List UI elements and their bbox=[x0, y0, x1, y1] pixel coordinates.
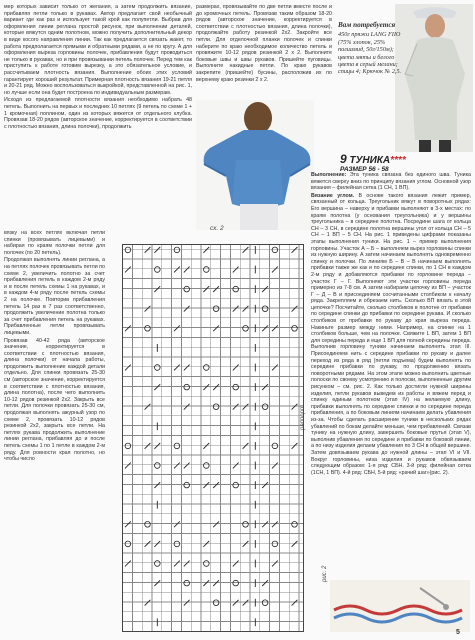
decrease-symbol bbox=[154, 580, 160, 586]
decrease-symbol bbox=[145, 600, 151, 606]
yarn-over-symbol bbox=[184, 384, 190, 390]
yarn-over-symbol bbox=[145, 522, 151, 528]
decrease-symbol bbox=[203, 286, 209, 292]
decrease-symbol bbox=[243, 306, 249, 312]
yarn-over-symbol bbox=[155, 267, 161, 273]
rapport-label: раппорт bbox=[300, 405, 306, 430]
decrease-symbol bbox=[154, 482, 160, 488]
decrease-symbol bbox=[262, 286, 268, 292]
decrease-symbol bbox=[233, 600, 239, 606]
decrease-symbol bbox=[262, 580, 268, 586]
decrease-symbol bbox=[125, 267, 131, 273]
yarn-over-symbol bbox=[204, 463, 210, 469]
decrease-symbol bbox=[174, 365, 180, 371]
yarn-over-symbol bbox=[184, 286, 190, 292]
decrease-symbol bbox=[292, 306, 298, 312]
decrease-symbol bbox=[174, 463, 180, 469]
decrease-symbol bbox=[184, 306, 190, 312]
yarn-over-symbol bbox=[125, 443, 131, 449]
left-text-column bbox=[4, 4, 192, 131]
decrease-symbol bbox=[213, 384, 219, 390]
materials-box bbox=[338, 22, 410, 76]
figure-label: рис. 2 bbox=[322, 565, 328, 582]
decrease-symbol bbox=[125, 325, 131, 331]
decrease-symbol bbox=[184, 404, 190, 410]
decrease-symbol bbox=[154, 443, 160, 449]
yarn-over-symbol bbox=[272, 541, 278, 547]
decrease-symbol bbox=[272, 521, 278, 527]
decrease-symbol bbox=[145, 443, 151, 449]
decrease-symbol bbox=[262, 384, 268, 390]
decrease-symbol bbox=[213, 482, 219, 488]
decrease-symbol bbox=[233, 306, 239, 312]
decrease-symbol bbox=[174, 521, 180, 527]
decrease-symbol bbox=[154, 384, 160, 390]
decrease-symbol bbox=[213, 521, 219, 527]
scheme-label: сх. 2 bbox=[210, 225, 224, 232]
knitting-chart bbox=[108, 234, 318, 636]
yarn-over-symbol bbox=[262, 600, 268, 606]
right-text-column bbox=[311, 172, 471, 477]
yarn-over-symbol bbox=[272, 443, 278, 449]
yarn-over-symbol bbox=[233, 286, 239, 292]
decrease-symbol bbox=[184, 365, 190, 371]
decrease-symbol bbox=[203, 247, 209, 253]
decrease-symbol bbox=[174, 267, 180, 273]
decrease-symbol bbox=[292, 600, 298, 606]
decrease-symbol bbox=[184, 267, 190, 273]
paragraph: мер которых зависит только от желания, а затем продолжить вязание, прибавляя петли только в рукавах. Автор предлагает свой необычный вариант где как раз и использует такой крой как полупетли. Выбрав для оформления линии реглана простой рисунок, при выполнении деталей, которые вяжутся одним полотном, можно получить дополнительный декор в виде косого направления линии. Так как предлагается связать жакет, то работа предполагается прямыми и обратными рядами, а не по кругу. А для оформления выреза горловины полочек, прибавления будут проводиться не только в рукавах, но и при провязывании петель полочек. Перед тем как приступить к работе готовим вырезку, а это обязательное условие, и рассчитываем плотность вязания. Выполнение обоих этих условий гарантирует хороший результат. Примерная плотность вязания 19-21 петля и 20-21 ряд. Можно воспользоваться выкройкой, представленной на рис. 1, но лучше если она будет построена по индивидуальным размерам. bbox=[4, 4, 192, 96]
paragraph: Эта туника связана без единого шва. Туника вяжется сверху вниз по принципу вязания углом. Основной узор вязания – филейная сетка (1 СН, 1 ВП). bbox=[311, 172, 471, 192]
pattern-number: 9 bbox=[340, 152, 347, 166]
section-heading: Выполнение: bbox=[311, 172, 347, 178]
decrease-symbol bbox=[262, 325, 268, 331]
section-heading: Вязание углом. bbox=[311, 192, 355, 199]
decrease-symbol bbox=[174, 561, 180, 567]
yarn-over-symbol bbox=[233, 384, 239, 390]
yarn-over-symbol bbox=[204, 561, 210, 567]
decrease-symbol bbox=[203, 384, 209, 390]
decrease-symbol bbox=[243, 247, 249, 253]
paragraph: Исходя из предлагаемой плотности вязания необходимо набрать 48 петель. Выполнить на первых и последних 10 петлях (9 петель по схеме 1 + 1 кромочная) поплином, один из которых вяжется от отдельного клубка. Провязав 18-20 рядов (авторское значение, корректируется в соответствии с плотностью вязания, длина полочки), продолжить bbox=[4, 97, 192, 130]
photo-back-view bbox=[196, 100, 314, 230]
decrease-symbol bbox=[125, 521, 131, 527]
yarn-over-symbol bbox=[213, 306, 219, 312]
decrease-symbol bbox=[203, 541, 209, 547]
decrease-symbol bbox=[145, 541, 151, 547]
decrease-symbol bbox=[125, 365, 131, 371]
decrease-symbol bbox=[213, 286, 219, 292]
decrease-symbol bbox=[203, 580, 209, 586]
yarn-over-symbol bbox=[204, 365, 210, 371]
decrease-symbol bbox=[233, 365, 239, 371]
decrease-symbol bbox=[262, 482, 268, 488]
chart-grid bbox=[122, 244, 304, 632]
decrease-symbol bbox=[292, 404, 298, 410]
yarn-over-symbol bbox=[243, 326, 249, 332]
decrease-symbol bbox=[154, 247, 160, 253]
decrease-symbol bbox=[174, 325, 180, 331]
decrease-symbol bbox=[203, 482, 209, 488]
decrease-symbol bbox=[272, 365, 278, 371]
yarn-over-symbol bbox=[125, 541, 131, 547]
yarn-over-symbol bbox=[155, 561, 161, 567]
decrease-symbol bbox=[154, 541, 160, 547]
yarn-over-symbol bbox=[145, 326, 151, 332]
yarn-over-symbol bbox=[292, 326, 298, 332]
decrease-symbol bbox=[233, 404, 239, 410]
pattern-title bbox=[340, 152, 470, 173]
pattern-name: ТУНИКА bbox=[349, 155, 391, 166]
materials-line: 450г пряжи LANG FIIO (75% хлопок, 25% полиамид, 50г/150м); bbox=[338, 31, 401, 54]
yarn-over-symbol bbox=[233, 580, 239, 586]
decrease-symbol bbox=[272, 463, 278, 469]
crab-stitch-illustration bbox=[330, 580, 470, 632]
yarn-over-symbol bbox=[262, 404, 268, 410]
decrease-symbol bbox=[243, 541, 249, 547]
narrow-text-column bbox=[4, 230, 105, 464]
paragraph: Провязав 40-42 ряда (авторское значение, корректируется в соответствии с плотностью вязания, длина полочки) от начала работы, продолжить выполнение каждой детали отдельно. Для спинки провязать 25-30 см (авторское значение, корректируется в соответствии с плотностью вязания, длина полотна), после чего выполнить 10-12 рядов резинкой 2х2. Закрыть все петли. Для полочки провязать 25-30 см, продолжая выполнять ажурный узор по схеме 2, провязать 10-12 рядов резинкой 2х2, закрыть все петли. На петлях рукава продолжить выполнение линии реглана, прибавляя до и после петель схемы 1 по 1 петле в каждом 2-м ряду. Для ровности края полотно, но чтобы число bbox=[4, 337, 105, 463]
decrease-symbol bbox=[184, 600, 190, 606]
paragraph: размерах, провязывайте по две петли вместе после и до кромочных петель. Провязав таким образом 18-20 рядов (авторское значение, корректируется в соответствии с плотностью вязания, длина полочки), продолжайте работу резинкой 2х2. Закройте все петли. Для отделочной планки полочек и спинки наберите по краю необходимое количество петель и провяжите 10-12 рядов резинкой 2 х 2. Выполните боковые швы и швы рукавов. Пришейте пуговицы. Выполните накидные петли. По краю рукавов закрепите (пришейте) бусины, расположив их по верхнему краю резинки 2 х 2. bbox=[196, 4, 332, 83]
yarn-over-symbol bbox=[204, 267, 210, 273]
decrease-symbol bbox=[203, 443, 209, 449]
decrease-symbol bbox=[243, 600, 249, 606]
decrease-symbol bbox=[243, 404, 249, 410]
yarn-over-symbol bbox=[292, 522, 298, 528]
decrease-symbol bbox=[184, 561, 190, 567]
decrease-symbol bbox=[262, 521, 268, 527]
decrease-symbol bbox=[154, 286, 160, 292]
yarn-over-symbol bbox=[184, 580, 190, 586]
yarn-over-symbol bbox=[272, 247, 278, 253]
decrease-symbol bbox=[213, 580, 219, 586]
yarn-over-symbol bbox=[213, 404, 219, 410]
decrease-symbol bbox=[145, 306, 151, 312]
decrease-symbol bbox=[125, 463, 131, 469]
yarn-over-symbol bbox=[233, 482, 239, 488]
pattern-size: РАЗМЕР 56 - 58 bbox=[340, 166, 389, 173]
yarn-over-symbol bbox=[184, 482, 190, 488]
decrease-symbol bbox=[184, 463, 190, 469]
yarn-over-symbol bbox=[174, 247, 180, 253]
middle-text-column bbox=[196, 4, 332, 84]
materials-heading: Вам потребуется bbox=[338, 21, 396, 29]
decrease-symbol bbox=[145, 247, 151, 253]
decrease-symbol bbox=[243, 443, 249, 449]
decrease-symbol bbox=[292, 247, 298, 253]
decrease-symbol bbox=[213, 325, 219, 331]
materials-line: цвета мяты и белого цвета в серый мелани; bbox=[338, 53, 398, 69]
yarn-over-symbol bbox=[174, 541, 180, 547]
decrease-symbol bbox=[233, 561, 239, 567]
paragraph: вязку на всех петлях включая петли спинки (провязывать лицевыми) и набирая по краям полочки петли для полочек (по 20 петель). bbox=[4, 230, 105, 256]
yarn-over-symbol bbox=[262, 306, 268, 312]
decrease-symbol bbox=[233, 267, 239, 273]
decrease-symbol bbox=[272, 325, 278, 331]
paragraph: В основе такого вязания лежит пример, связанный от кольца. Треугольник вяжут в поворотных рядах: Его вершина – наверху и прибавки выполняют в 3-х местах: по краям полотна (у основания треугольника) и у вершины треугольника – в середине полотна. Посредине шага от кольца СН – 3 СН, в середине полотна вершины угол от кольца СН – 5 СН – 1 ВП – 5 СН. На рис. 1 приведены цифрами показаны этапы выполнения туники. На рис. 1 – пример выполнения горловины. Участок А – Б – выполняем вырез горловины спинки из нужную ширину. А затем начинаем выполнять одновременно спинку и полочки. По линиям Б – В – В начинаем выполнять прибавки также же как и по середине спинки, по 1 СН в каждом 2-м ряду и добавляются прибавки по горловине переда – участок Г – Г. Выполняют эти участки горловины переда примерно из 7-8 см. А затем набираем цепочку из ВП – участок Г – Д – В и присоединяем сосчитанными столбиком к началу ряда. Закрепляем и обрезаем нить. Сколько ВП вязать в этой цепочке? Посчитайте, сколько столбиков в полотне от прибавки по середине спинки до прибавки по середине рукава. И сколько столбиков от прибавки по рукаву до края выреза переда. Накиньте размер между ними. Например, на спинке на 1 столбиков больше, чем на полочке. Свяжите L ВП, затем 1 ВП для середины переда и еще 1 ВП для полной середины переда. Выполнив горловину туники начинаем выполнять этап III. Присоединяем нить с середине прибавки по рукаву и далее переход из ряда в ряд (петли подъема) будем выполнять по середине прибавки по рукаву, по продолжению вязать поворотными рядами. На этом этапе можно выполнить цветные полоски по своему усмотрению и полоски, выполненные другим рисунком – см. рис. 2. Как только достигли нужной ширины изделия, петли рукавов выведем из работы и вяжем перед и спинку единым полотном (этап IV) на желаемую длину, прибавки выполнять по середине спинки и по середине переда прибавления, а по боковым линиям начинаем делать убавления из-за. Чтобы сделать расширение туники в нескольких рядах убавлений по бокам делайте меньше, чем прибавлений. Связав тунику на нужную длину, завершить боковые прутья (этап V), выполнив убавления по середине и прибавки по боковой линии, а по низу изделия делаем убавления по 3 СН в общей вершине. Затем довязываем рукава до нужной длины – этап VI и VII. Вокруг горловины, низа изделия и рукавов обвязываем следующим образом: 1-я ряд: СБН. 3-й ряд: филейная сетка (1СН, 1 ВП). 4-й ряд: СБН, 5-й ряд: «рачий шаг»(рис. 2). bbox=[311, 192, 471, 476]
yarn-over-symbol bbox=[213, 600, 219, 606]
yarn-over-symbol bbox=[243, 522, 249, 528]
difficulty-stars: **** bbox=[390, 155, 406, 166]
decrease-symbol bbox=[272, 267, 278, 273]
yarn-over-symbol bbox=[174, 443, 180, 449]
decrease-symbol bbox=[272, 561, 278, 567]
page-number: 5 bbox=[456, 629, 460, 636]
decrease-symbol bbox=[145, 404, 151, 410]
decrease-symbol bbox=[233, 463, 239, 469]
yarn-over-symbol bbox=[155, 365, 161, 371]
materials-line: спицы 4; Крючок № 2,5. bbox=[338, 68, 402, 76]
decrease-symbol bbox=[125, 561, 131, 567]
decrease-symbol bbox=[292, 541, 298, 547]
paragraph: Продолжая выполнять линии реглана, а на петлях полочек провязывать петли по схеме 2, увеличить полотно за счет прибавления петель в каждом 2-м ряду и в после петель схемы 1 на рукавах, и в каждом 4-м ряду после петель схемы 2 на полочке. Повторив прибавления петель 14 раз в 7 раз соответственно, продолжить увеличение полотна только за счет прибавления петель на рукавах. Прибавленные петли провязывать лицевыми. bbox=[4, 257, 105, 336]
yarn-over-symbol bbox=[155, 463, 161, 469]
yarn-over-symbol bbox=[125, 247, 131, 253]
decrease-symbol bbox=[292, 443, 298, 449]
